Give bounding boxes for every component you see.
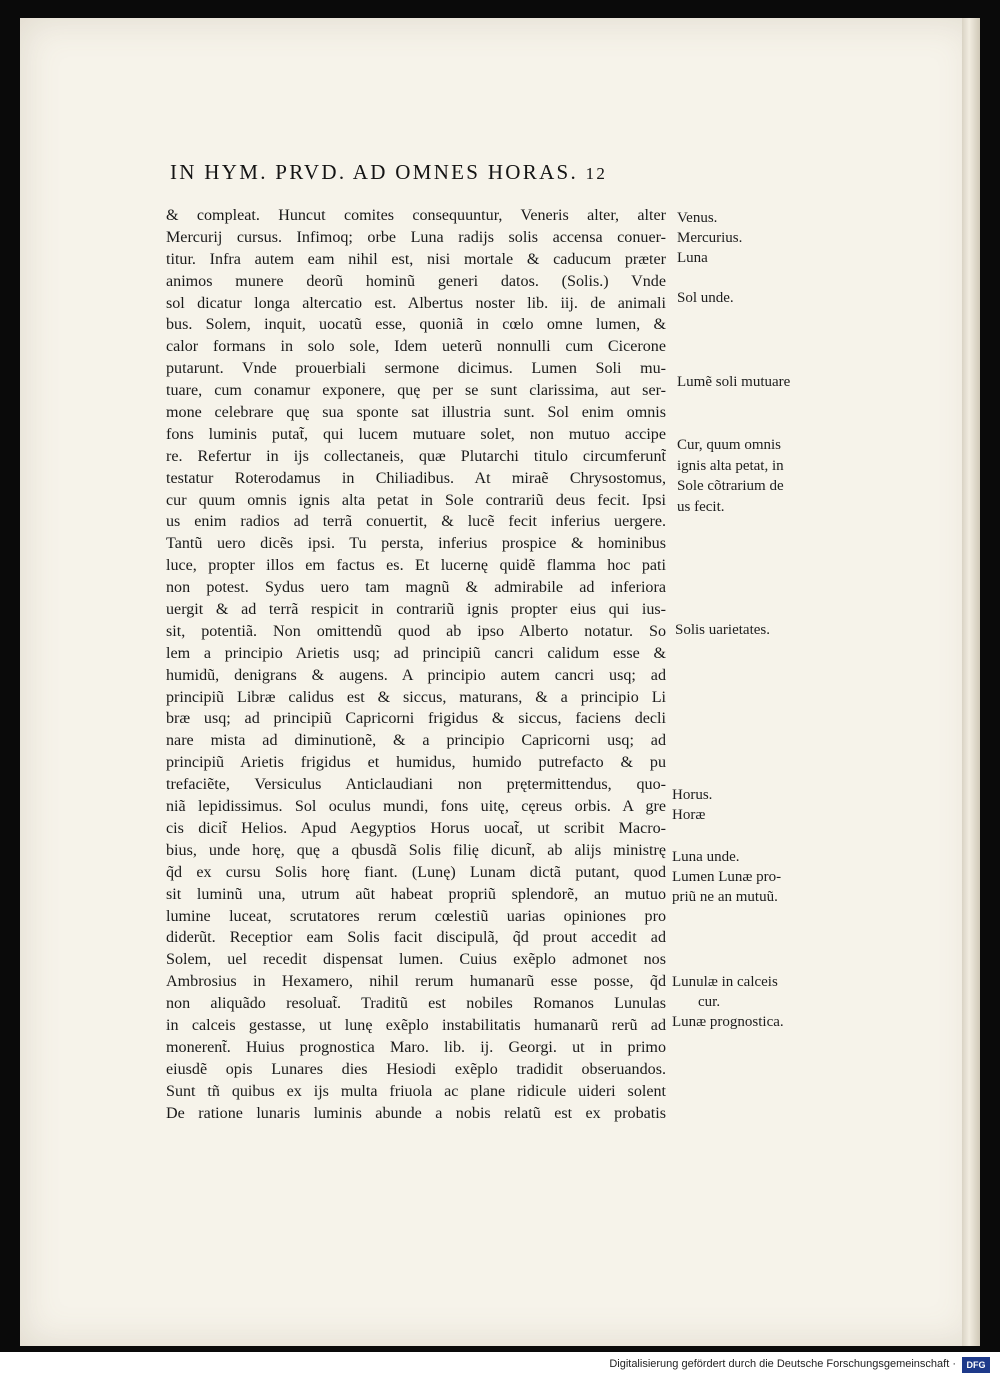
page-edge: [962, 18, 980, 1346]
margin-line: Sole cõtrarium de: [677, 478, 784, 494]
text-line: Sunt tñ quibus ex ijs multa friuola ac plane ridicule uideri solent: [166, 1082, 666, 1100]
text-line: Solem, uel recedit dispensat lumen. Cuius exẽplo admonet nos: [166, 951, 666, 969]
margin-line: Luna: [677, 250, 708, 266]
text-line: uergit & ad terrã respicit in contrariũ ignis propter eius qui ius-: [166, 601, 666, 619]
marginal-note-cur-quum: [677, 435, 784, 517]
header-title: IN HYM. PRVD. AD OMNES HORAS.: [170, 160, 579, 184]
margin-line: cur.: [698, 994, 721, 1010]
marginal-note-planets: [677, 208, 742, 268]
text-line: tuare, cum conamur exponere, quę per se sunt clarissima, aut ser-: [166, 382, 666, 400]
text-line: cur quum omnis ignis alta petat in Sole contrariũ deus fecit. Ipsi: [166, 491, 666, 509]
text-line: non potest. Sydus uero tam magnũ & admirabile ad inferiora: [166, 579, 666, 597]
marginal-note-sol-unde: [677, 288, 734, 308]
running-header: [170, 160, 670, 185]
text-line: bræ usq; ad principiũ Capricorni frigidus & siccus, faciens decli: [166, 710, 666, 728]
text-line: testatur Roterodamus in Chiliadibus. At miraẽ Chrysostomus,: [166, 469, 666, 487]
margin-line: Mercurius.: [677, 230, 743, 246]
margin-line: ignis alta petat, in: [677, 457, 784, 474]
margin-line: Luna unde.: [672, 849, 740, 865]
margin-line: Lunulæ in calceis: [672, 974, 778, 990]
text-line: q̃d ex cursu Solis horę fiant. (Lunę) Lunam dictã putant, quod: [166, 863, 666, 881]
margin-line: Lumen Lunæ pro-: [672, 869, 782, 885]
text-line: non aliquãdo resoluat̃. Traditũ est nobiles Romanos Lunulas: [166, 995, 666, 1013]
text-line: bus. Solem, inquit, uocatũ esse, quoniã in cœlo omne lumen, &: [166, 316, 666, 334]
text-line: luce, propter illos em factus es. Et lucernę quidẽ flamma hoc pati: [166, 557, 666, 575]
text-line: calor formans in solo sole, Idem ueterũ nonnulli cum Cicerone: [166, 338, 666, 356]
text-line: bius, unde horę, quę a qbusdã Solis filię dicunt̃, ab alijs ministrę: [166, 841, 666, 859]
margin-line: Sol unde.: [677, 290, 734, 306]
text-line: & compleat. Huncut comites consequuntur, Veneris alter, alter: [166, 207, 666, 224]
text-line: sit luminũ una, utrum aũt habeat propriũ splendorẽ, an mutuo: [166, 885, 666, 903]
text-line: fons luminis putat̃, qui lucem mutuare solet, non mutuo accipe: [166, 425, 666, 443]
margin-line: Horus.: [672, 787, 713, 803]
text-line: in calceis gestasse, ut lunę exẽplo instabilitatis humanarũ rerũ ad: [166, 1016, 666, 1034]
margin-line: Cur, quum omnis: [677, 437, 781, 453]
marginal-note-solis-varietates: [675, 620, 770, 640]
text-line: lem a principio Arietis usq; ad principiũ cancri calidum esse &: [166, 644, 666, 662]
margin-line: Lunæ prognostica.: [672, 1014, 784, 1030]
text-line: re. Refertur in ijs collectaneis, quæ Plutarchi titulo circumferunt̃: [166, 447, 666, 465]
text-line: Mercurij cursus. Infimoq; orbe Luna radijs solis accensa conuer-: [166, 228, 666, 246]
margin-line: us fecit.: [677, 498, 725, 515]
dfg-logo: DFG: [962, 1357, 990, 1373]
text-line: principiũ Arietis frigidus et humidus, humido putrefacto & pu: [166, 754, 666, 772]
text-line: De ratione lunaris luminis abunde a nobis relatũ est ex probatis: [166, 1104, 666, 1122]
text-line: Ambrosius in Hexamero, nihil rerum humanarũ esse posse, q̃d: [166, 973, 666, 991]
text-line: Tantũ uero dicẽs ipsi. Tu persta, inferius prospice & hominibus: [166, 535, 666, 553]
text-line: niã lepidissimus. Sol oculus mundi, fons uitę, cęreus orbis. A gre: [166, 798, 666, 816]
marginal-note-luna-unde: [672, 847, 781, 907]
text-line: sit, potentiã. Non omittendũ quod ab ipso Alberto notatur. So: [166, 622, 666, 640]
folio-number: 12: [585, 164, 608, 183]
digitization-footer: [0, 1352, 1000, 1379]
margin-line: Horæ: [672, 807, 706, 823]
text-line: principiũ Libræ calidus est & siccus, maturans, & a principio Li: [166, 688, 666, 706]
margin-line: priũ ne an mutuũ.: [672, 889, 778, 905]
text-line: titur. Infra autem eam nihil est, nisi mortale & caducum præter: [166, 250, 666, 268]
main-text-block: [166, 205, 666, 1124]
footer-credit: Digitalisierung gefördert durch die Deutsche Forschungsgemeinschaft ·: [609, 1358, 956, 1370]
text-line: humidũ, denigrans & augens. A principio autem cancri usq; ad: [166, 666, 666, 684]
marginal-note-horus: [672, 785, 712, 825]
text-line: eiusdẽ opis Lunares dies Hesiodi exẽplo tradidit obseruandos.: [166, 1060, 666, 1078]
text-line: putarunt. Vnde prouerbiali sermone dicimus. Lumen Soli mu-: [166, 360, 666, 378]
text-line: sol dicatur longa altercatio est. Albertus noster lib. iij. de animali: [166, 294, 666, 312]
text-line: trefaciẽte, Versiculus Anticlaudiani non prętermittendus, quo-: [166, 776, 666, 794]
text-line: lumine luceat, scrutatores rerum cœlestiũ uarias opiniones pro: [166, 907, 666, 925]
marginal-note-lunulae: [672, 972, 784, 1032]
margin-line: Solis uarietates.: [675, 622, 770, 638]
text-line: animos munere deorũ hominũ generi datos. (Solis.) Vnde: [166, 272, 666, 290]
margin-line: Venus.: [677, 210, 718, 226]
text-line: cis dicit̃ Helios. Apud Aegyptios Horus uocat̃, ut scribit Macro-: [166, 819, 666, 837]
text-line: monerent̃. Huius prognostica Maro. lib. ij. Georgi. ut in primo: [166, 1038, 666, 1056]
text-line: us enim radios ad terrã conuertit, & lucẽ fecit inferius uergere.: [166, 513, 666, 531]
text-line: mone celebrare quę sua sponte sat illustria sunt. Sol enim omnis: [166, 404, 666, 422]
text-line: nare mista ad diminutionẽ, & a principio Capricorni usq; ad: [166, 732, 666, 750]
margin-line: Lumẽ soli mutuare: [677, 374, 791, 390]
marginal-note-lumen-soli: [677, 372, 790, 392]
text-line: diderũt. Receptior eam Solis facit discipulã, q̃d prout accedit ad: [166, 929, 666, 947]
